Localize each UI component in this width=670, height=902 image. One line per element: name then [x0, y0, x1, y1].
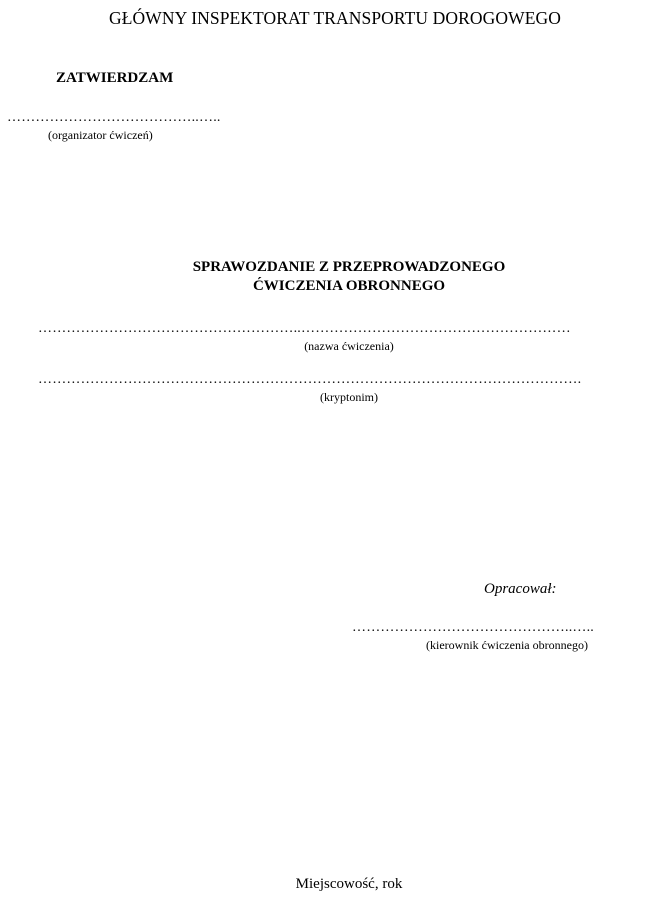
- report-title-line-2: ĆWICZENIA OBRONNEGO: [252, 278, 446, 294]
- report-title-line-1: SPRAWOZDANIE Z PRZEPROWADZONEGO: [192, 259, 506, 275]
- exercise-name-caption: (nazwa ćwiczenia): [304, 339, 394, 353]
- codename-line: …………………………………………………………………………………………………….: [38, 372, 582, 387]
- approval-label: ZATWIERDZAM: [56, 70, 174, 86]
- place-and-year: Miejscowość, rok: [295, 876, 403, 892]
- approval-caption: (organizator ćwiczeń): [48, 128, 153, 142]
- codename-caption: (kryptonim): [320, 390, 378, 404]
- report-title: [0, 258, 670, 296]
- institution-header: GŁÓWNY INSPEKTORAT TRANSPORTU DOROGOWEGO: [109, 8, 561, 28]
- prepared-by-label: Opracował:: [484, 581, 557, 597]
- approval-signature-line: …………………………………..…..: [7, 110, 221, 125]
- prepared-by-signature-line: ………………………………………..…..: [352, 620, 594, 635]
- prepared-by-caption: (kierownik ćwiczenia obronnego): [426, 638, 588, 652]
- exercise-name-line: ………………………………………………..…………………………………………………: [38, 321, 571, 336]
